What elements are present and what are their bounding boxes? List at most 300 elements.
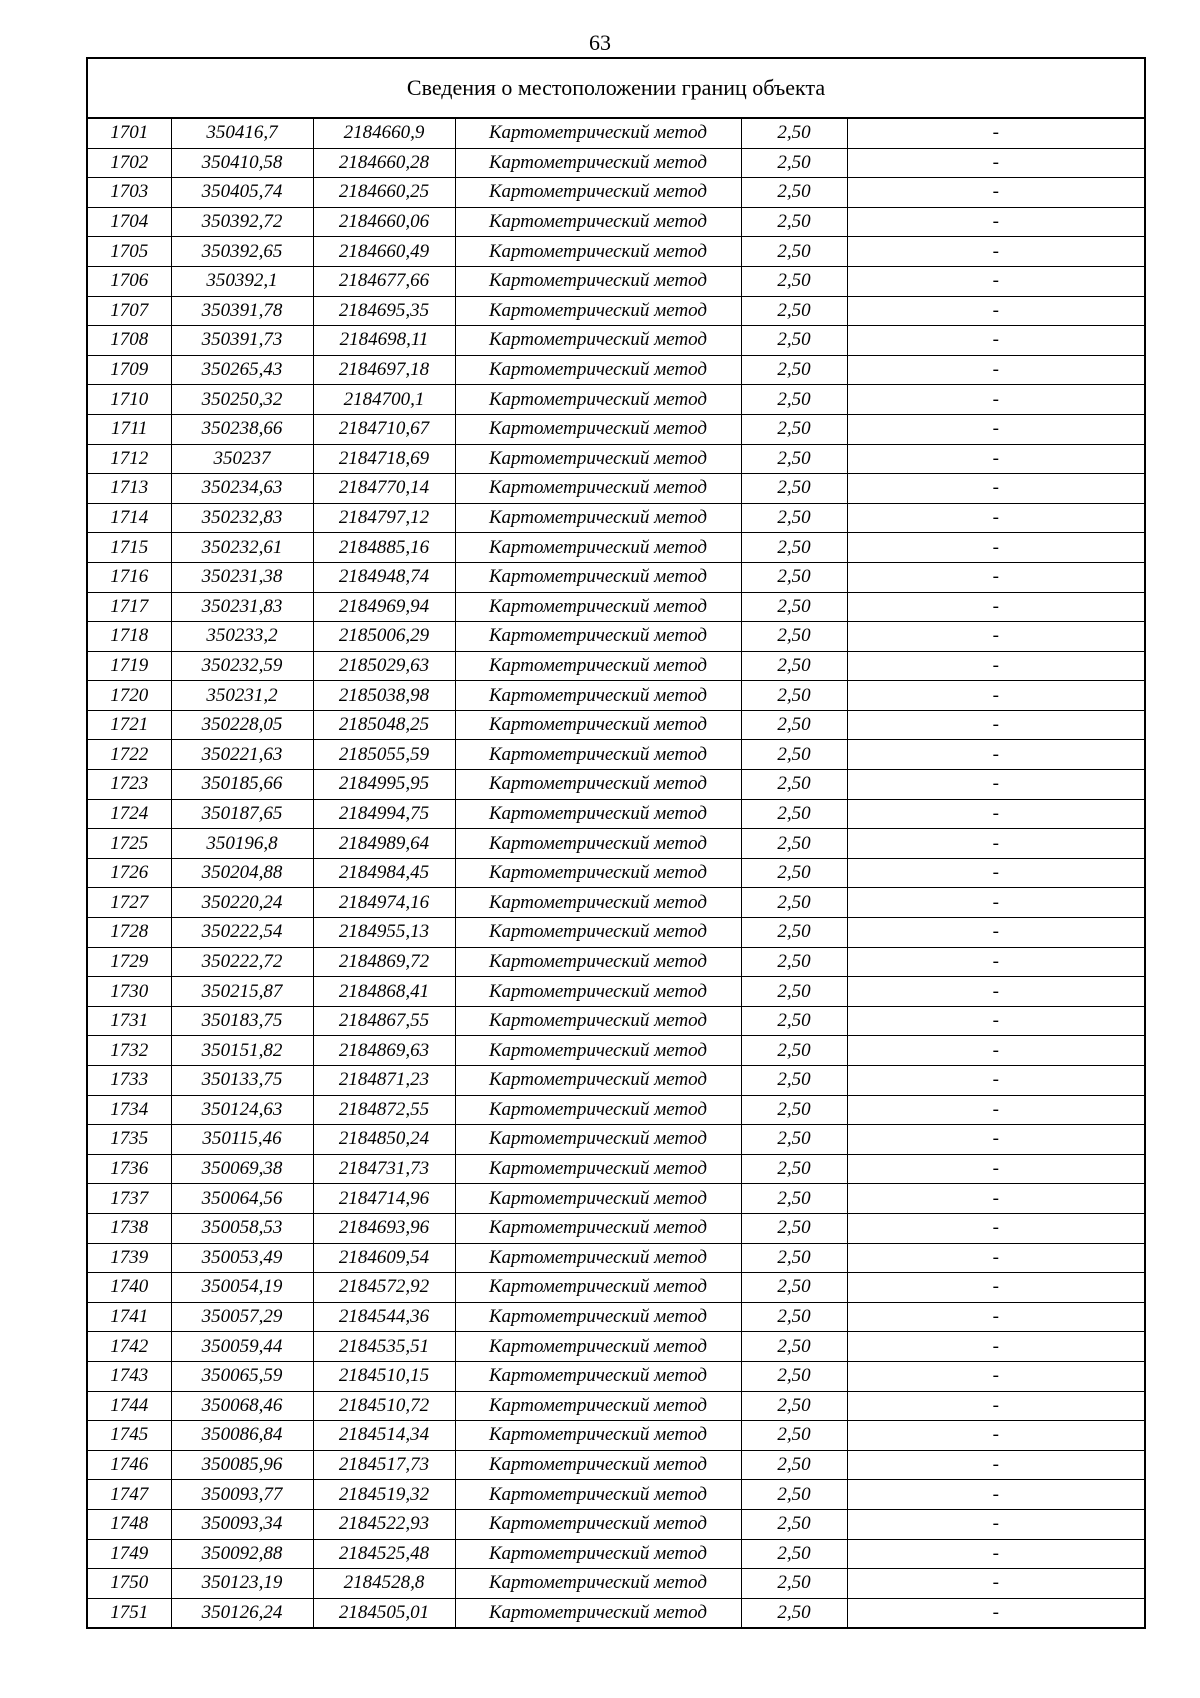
- method-cell: Картометрический метод: [455, 1302, 741, 1332]
- description-cell: -: [847, 1509, 1144, 1539]
- description-cell: -: [847, 1066, 1144, 1096]
- accuracy-cell: 2,50: [741, 1421, 847, 1451]
- method-cell: Картометрический метод: [455, 740, 741, 770]
- description-cell: -: [847, 799, 1144, 829]
- y-coordinate-cell: 2184731,73: [313, 1154, 455, 1184]
- description-cell: -: [847, 1480, 1144, 1510]
- point-number-cell: 1713: [88, 474, 171, 504]
- table-row: [88, 1509, 1144, 1539]
- y-coordinate-cell: 2184660,06: [313, 207, 455, 237]
- point-number-cell: 1714: [88, 503, 171, 533]
- method-cell: Картометрический метод: [455, 1598, 741, 1627]
- point-number-cell: 1702: [88, 148, 171, 178]
- x-coordinate-cell: 350183,75: [171, 1006, 313, 1036]
- point-number-cell: 1740: [88, 1273, 171, 1303]
- accuracy-cell: 2,50: [741, 444, 847, 474]
- x-coordinate-cell: 350222,72: [171, 947, 313, 977]
- y-coordinate-cell: 2184989,64: [313, 829, 455, 859]
- y-coordinate-cell: 2184695,35: [313, 296, 455, 326]
- y-coordinate-cell: 2184528,8: [313, 1569, 455, 1599]
- method-cell: Картометрический метод: [455, 888, 741, 918]
- method-cell: Картометрический метод: [455, 592, 741, 622]
- description-cell: -: [847, 296, 1144, 326]
- table-row: [88, 651, 1144, 681]
- point-number-cell: 1716: [88, 562, 171, 592]
- description-cell: -: [847, 326, 1144, 356]
- accuracy-cell: 2,50: [741, 918, 847, 948]
- y-coordinate-cell: 2184697,18: [313, 355, 455, 385]
- y-coordinate-cell: 2184510,15: [313, 1361, 455, 1391]
- description-cell: -: [847, 237, 1144, 267]
- method-cell: Картометрический метод: [455, 1243, 741, 1273]
- y-coordinate-cell: 2184660,9: [313, 119, 455, 148]
- method-cell: Картометрический метод: [455, 119, 741, 148]
- accuracy-cell: 2,50: [741, 355, 847, 385]
- y-coordinate-cell: 2184872,55: [313, 1095, 455, 1125]
- point-number-cell: 1745: [88, 1421, 171, 1451]
- accuracy-cell: 2,50: [741, 622, 847, 652]
- x-coordinate-cell: 350151,82: [171, 1036, 313, 1066]
- table-body: [88, 119, 1144, 1627]
- description-cell: -: [847, 592, 1144, 622]
- accuracy-cell: 2,50: [741, 1361, 847, 1391]
- method-cell: Картометрический метод: [455, 385, 741, 415]
- accuracy-cell: 2,50: [741, 207, 847, 237]
- table-row: [88, 1066, 1144, 1096]
- accuracy-cell: 2,50: [741, 1450, 847, 1480]
- x-coordinate-cell: 350092,88: [171, 1539, 313, 1569]
- method-cell: Картометрический метод: [455, 681, 741, 711]
- method-cell: Картометрический метод: [455, 1421, 741, 1451]
- method-cell: Картометрический метод: [455, 1154, 741, 1184]
- x-coordinate-cell: 350093,77: [171, 1480, 313, 1510]
- y-coordinate-cell: 2184522,93: [313, 1509, 455, 1539]
- point-number-cell: 1733: [88, 1066, 171, 1096]
- x-coordinate-cell: 350237: [171, 444, 313, 474]
- description-cell: -: [847, 1243, 1144, 1273]
- x-coordinate-cell: 350057,29: [171, 1302, 313, 1332]
- coordinates-table: [88, 119, 1144, 1627]
- table-row: [88, 119, 1144, 148]
- description-cell: -: [847, 1036, 1144, 1066]
- description-cell: -: [847, 1539, 1144, 1569]
- method-cell: Картометрический метод: [455, 237, 741, 267]
- accuracy-cell: 2,50: [741, 1243, 847, 1273]
- table-row: [88, 622, 1144, 652]
- x-coordinate-cell: 350086,84: [171, 1421, 313, 1451]
- table-row: [88, 385, 1144, 415]
- description-cell: -: [847, 119, 1144, 148]
- description-cell: -: [847, 414, 1144, 444]
- accuracy-cell: 2,50: [741, 1391, 847, 1421]
- description-cell: -: [847, 207, 1144, 237]
- method-cell: Картометрический метод: [455, 326, 741, 356]
- description-cell: -: [847, 1332, 1144, 1362]
- accuracy-cell: 2,50: [741, 148, 847, 178]
- description-cell: -: [847, 1006, 1144, 1036]
- accuracy-cell: 2,50: [741, 947, 847, 977]
- x-coordinate-cell: 350123,19: [171, 1569, 313, 1599]
- method-cell: Картометрический метод: [455, 918, 741, 948]
- point-number-cell: 1747: [88, 1480, 171, 1510]
- accuracy-cell: 2,50: [741, 1569, 847, 1599]
- table-row: [88, 977, 1144, 1007]
- y-coordinate-cell: 2184984,45: [313, 858, 455, 888]
- y-coordinate-cell: 2184677,66: [313, 266, 455, 296]
- table-row: [88, 1036, 1144, 1066]
- point-number-cell: 1746: [88, 1450, 171, 1480]
- x-coordinate-cell: 350231,38: [171, 562, 313, 592]
- table-row: [88, 1095, 1144, 1125]
- method-cell: Картометрический метод: [455, 858, 741, 888]
- accuracy-cell: 2,50: [741, 1095, 847, 1125]
- accuracy-cell: 2,50: [741, 681, 847, 711]
- description-cell: -: [847, 1598, 1144, 1627]
- description-cell: -: [847, 533, 1144, 563]
- table-row: [88, 770, 1144, 800]
- point-number-cell: 1744: [88, 1391, 171, 1421]
- table-row: [88, 1243, 1144, 1273]
- point-number-cell: 1731: [88, 1006, 171, 1036]
- y-coordinate-cell: 2184510,72: [313, 1391, 455, 1421]
- point-number-cell: 1743: [88, 1361, 171, 1391]
- y-coordinate-cell: 2185038,98: [313, 681, 455, 711]
- y-coordinate-cell: 2184517,73: [313, 1450, 455, 1480]
- point-number-cell: 1724: [88, 799, 171, 829]
- accuracy-cell: 2,50: [741, 562, 847, 592]
- accuracy-cell: 2,50: [741, 799, 847, 829]
- method-cell: Картометрический метод: [455, 178, 741, 208]
- description-cell: -: [847, 1184, 1144, 1214]
- table-row: [88, 858, 1144, 888]
- x-coordinate-cell: 350065,59: [171, 1361, 313, 1391]
- method-cell: Картометрический метод: [455, 207, 741, 237]
- y-coordinate-cell: 2184660,49: [313, 237, 455, 267]
- x-coordinate-cell: 350232,83: [171, 503, 313, 533]
- x-coordinate-cell: 350187,65: [171, 799, 313, 829]
- table-row: [88, 1569, 1144, 1599]
- accuracy-cell: 2,50: [741, 326, 847, 356]
- description-cell: -: [847, 1391, 1144, 1421]
- y-coordinate-cell: 2185006,29: [313, 622, 455, 652]
- method-cell: Картометрический метод: [455, 503, 741, 533]
- point-number-cell: 1705: [88, 237, 171, 267]
- accuracy-cell: 2,50: [741, 651, 847, 681]
- table-row: [88, 237, 1144, 267]
- table-row: [88, 1154, 1144, 1184]
- x-coordinate-cell: 350234,63: [171, 474, 313, 504]
- point-number-cell: 1704: [88, 207, 171, 237]
- table-row: [88, 1450, 1144, 1480]
- table-row: [88, 918, 1144, 948]
- point-number-cell: 1719: [88, 651, 171, 681]
- x-coordinate-cell: 350059,44: [171, 1332, 313, 1362]
- y-coordinate-cell: 2184525,48: [313, 1539, 455, 1569]
- table-row: [88, 947, 1144, 977]
- x-coordinate-cell: 350124,63: [171, 1095, 313, 1125]
- point-number-cell: 1737: [88, 1184, 171, 1214]
- x-coordinate-cell: 350058,53: [171, 1213, 313, 1243]
- y-coordinate-cell: 2184869,72: [313, 947, 455, 977]
- description-cell: -: [847, 1361, 1144, 1391]
- point-number-cell: 1723: [88, 770, 171, 800]
- accuracy-cell: 2,50: [741, 1509, 847, 1539]
- accuracy-cell: 2,50: [741, 474, 847, 504]
- description-cell: -: [847, 740, 1144, 770]
- table-row: [88, 503, 1144, 533]
- table-row: [88, 562, 1144, 592]
- description-cell: -: [847, 385, 1144, 415]
- y-coordinate-cell: 2184698,11: [313, 326, 455, 356]
- y-coordinate-cell: 2184519,32: [313, 1480, 455, 1510]
- y-coordinate-cell: 2184969,94: [313, 592, 455, 622]
- x-coordinate-cell: 350228,05: [171, 710, 313, 740]
- y-coordinate-cell: 2185029,63: [313, 651, 455, 681]
- point-number-cell: 1728: [88, 918, 171, 948]
- accuracy-cell: 2,50: [741, 1213, 847, 1243]
- accuracy-cell: 2,50: [741, 1480, 847, 1510]
- y-coordinate-cell: 2184572,92: [313, 1273, 455, 1303]
- y-coordinate-cell: 2184505,01: [313, 1598, 455, 1627]
- x-coordinate-cell: 350196,8: [171, 829, 313, 859]
- accuracy-cell: 2,50: [741, 1184, 847, 1214]
- description-cell: -: [847, 1302, 1144, 1332]
- method-cell: Картометрический метод: [455, 1332, 741, 1362]
- accuracy-cell: 2,50: [741, 503, 847, 533]
- y-coordinate-cell: 2184868,41: [313, 977, 455, 1007]
- point-number-cell: 1751: [88, 1598, 171, 1627]
- point-number-cell: 1712: [88, 444, 171, 474]
- y-coordinate-cell: 2184974,16: [313, 888, 455, 918]
- point-number-cell: 1750: [88, 1569, 171, 1599]
- y-coordinate-cell: 2184867,55: [313, 1006, 455, 1036]
- page-number: 63: [589, 30, 611, 55]
- accuracy-cell: 2,50: [741, 710, 847, 740]
- table-row: [88, 1213, 1144, 1243]
- method-cell: Картометрический метод: [455, 829, 741, 859]
- accuracy-cell: 2,50: [741, 1302, 847, 1332]
- table-row: [88, 1598, 1144, 1627]
- accuracy-cell: 2,50: [741, 858, 847, 888]
- point-number-cell: 1727: [88, 888, 171, 918]
- method-cell: Картометрический метод: [455, 1066, 741, 1096]
- x-coordinate-cell: 350232,59: [171, 651, 313, 681]
- point-number-cell: 1742: [88, 1332, 171, 1362]
- table-row: [88, 148, 1144, 178]
- method-cell: Картометрический метод: [455, 1184, 741, 1214]
- x-coordinate-cell: 350231,83: [171, 592, 313, 622]
- table-row: [88, 681, 1144, 711]
- x-coordinate-cell: 350215,87: [171, 977, 313, 1007]
- table-row: [88, 1421, 1144, 1451]
- y-coordinate-cell: 2184693,96: [313, 1213, 455, 1243]
- method-cell: Картометрический метод: [455, 622, 741, 652]
- table-row: [88, 888, 1144, 918]
- table-row: [88, 592, 1144, 622]
- description-cell: -: [847, 562, 1144, 592]
- table-row: [88, 1006, 1144, 1036]
- method-cell: Картометрический метод: [455, 1450, 741, 1480]
- method-cell: Картометрический метод: [455, 1391, 741, 1421]
- y-coordinate-cell: 2184700,1: [313, 385, 455, 415]
- point-number-cell: 1706: [88, 266, 171, 296]
- x-coordinate-cell: 350064,56: [171, 1184, 313, 1214]
- x-coordinate-cell: 350392,1: [171, 266, 313, 296]
- method-cell: Картометрический метод: [455, 414, 741, 444]
- method-cell: Картометрический метод: [455, 1125, 741, 1155]
- point-number-cell: 1711: [88, 414, 171, 444]
- description-cell: -: [847, 1421, 1144, 1451]
- method-cell: Картометрический метод: [455, 533, 741, 563]
- x-coordinate-cell: 350233,2: [171, 622, 313, 652]
- accuracy-cell: 2,50: [741, 414, 847, 444]
- point-number-cell: 1707: [88, 296, 171, 326]
- y-coordinate-cell: 2184710,67: [313, 414, 455, 444]
- x-coordinate-cell: 350410,58: [171, 148, 313, 178]
- accuracy-cell: 2,50: [741, 1273, 847, 1303]
- table-row: [88, 178, 1144, 208]
- method-cell: Картометрический метод: [455, 1539, 741, 1569]
- method-cell: Картометрический метод: [455, 296, 741, 326]
- description-cell: -: [847, 1213, 1144, 1243]
- y-coordinate-cell: 2184850,24: [313, 1125, 455, 1155]
- method-cell: Картометрический метод: [455, 1213, 741, 1243]
- point-number-cell: 1735: [88, 1125, 171, 1155]
- x-coordinate-cell: 350391,78: [171, 296, 313, 326]
- table-row: [88, 326, 1144, 356]
- table-row: [88, 1361, 1144, 1391]
- y-coordinate-cell: 2184535,51: [313, 1332, 455, 1362]
- table-row: [88, 474, 1144, 504]
- point-number-cell: 1717: [88, 592, 171, 622]
- table-row: [88, 1125, 1144, 1155]
- description-cell: -: [847, 1125, 1144, 1155]
- description-cell: -: [847, 858, 1144, 888]
- description-cell: -: [847, 829, 1144, 859]
- x-coordinate-cell: 350220,24: [171, 888, 313, 918]
- point-number-cell: 1721: [88, 710, 171, 740]
- table-row: [88, 1332, 1144, 1362]
- description-cell: -: [847, 148, 1144, 178]
- y-coordinate-cell: 2184514,34: [313, 1421, 455, 1451]
- method-cell: Картометрический метод: [455, 474, 741, 504]
- method-cell: Картометрический метод: [455, 710, 741, 740]
- method-cell: Картометрический метод: [455, 562, 741, 592]
- accuracy-cell: 2,50: [741, 1036, 847, 1066]
- point-number-cell: 1715: [88, 533, 171, 563]
- table-row: [88, 710, 1144, 740]
- method-cell: Картометрический метод: [455, 266, 741, 296]
- y-coordinate-cell: 2184948,74: [313, 562, 455, 592]
- point-number-cell: 1720: [88, 681, 171, 711]
- point-number-cell: 1722: [88, 740, 171, 770]
- x-coordinate-cell: 350126,24: [171, 1598, 313, 1627]
- description-cell: -: [847, 888, 1144, 918]
- point-number-cell: 1736: [88, 1154, 171, 1184]
- accuracy-cell: 2,50: [741, 592, 847, 622]
- x-coordinate-cell: 350392,65: [171, 237, 313, 267]
- point-number-cell: 1710: [88, 385, 171, 415]
- x-coordinate-cell: 350221,63: [171, 740, 313, 770]
- method-cell: Картометрический метод: [455, 799, 741, 829]
- y-coordinate-cell: 2184544,36: [313, 1302, 455, 1332]
- table-row: [88, 533, 1144, 563]
- description-cell: -: [847, 355, 1144, 385]
- y-coordinate-cell: 2184770,14: [313, 474, 455, 504]
- x-coordinate-cell: 350250,32: [171, 385, 313, 415]
- y-coordinate-cell: 2184871,23: [313, 1066, 455, 1096]
- x-coordinate-cell: 350392,72: [171, 207, 313, 237]
- x-coordinate-cell: 350185,66: [171, 770, 313, 800]
- x-coordinate-cell: 350405,74: [171, 178, 313, 208]
- x-coordinate-cell: 350053,49: [171, 1243, 313, 1273]
- y-coordinate-cell: 2184714,96: [313, 1184, 455, 1214]
- point-number-cell: 1709: [88, 355, 171, 385]
- description-cell: -: [847, 710, 1144, 740]
- description-cell: -: [847, 1095, 1144, 1125]
- method-cell: Картометрический метод: [455, 977, 741, 1007]
- table-row: [88, 740, 1144, 770]
- table-row: [88, 1302, 1144, 1332]
- description-cell: -: [847, 1450, 1144, 1480]
- accuracy-cell: 2,50: [741, 237, 847, 267]
- point-number-cell: 1725: [88, 829, 171, 859]
- point-number-cell: 1703: [88, 178, 171, 208]
- accuracy-cell: 2,50: [741, 740, 847, 770]
- x-coordinate-cell: 350265,43: [171, 355, 313, 385]
- accuracy-cell: 2,50: [741, 385, 847, 415]
- x-coordinate-cell: 350232,61: [171, 533, 313, 563]
- table-row: [88, 1391, 1144, 1421]
- table-row: [88, 1273, 1144, 1303]
- description-cell: -: [847, 622, 1144, 652]
- method-cell: Картометрический метод: [455, 651, 741, 681]
- x-coordinate-cell: 350391,73: [171, 326, 313, 356]
- description-cell: -: [847, 918, 1144, 948]
- x-coordinate-cell: 350054,19: [171, 1273, 313, 1303]
- x-coordinate-cell: 350231,2: [171, 681, 313, 711]
- point-number-cell: 1749: [88, 1539, 171, 1569]
- method-cell: Картометрический метод: [455, 1273, 741, 1303]
- x-coordinate-cell: 350085,96: [171, 1450, 313, 1480]
- accuracy-cell: 2,50: [741, 119, 847, 148]
- accuracy-cell: 2,50: [741, 1598, 847, 1627]
- table-row: [88, 207, 1144, 237]
- accuracy-cell: 2,50: [741, 977, 847, 1007]
- method-cell: Картометрический метод: [455, 947, 741, 977]
- x-coordinate-cell: 350093,34: [171, 1509, 313, 1539]
- table-title: Сведения о местоположении границ объекта: [88, 59, 1144, 119]
- accuracy-cell: 2,50: [741, 533, 847, 563]
- accuracy-cell: 2,50: [741, 1332, 847, 1362]
- method-cell: Картометрический метод: [455, 444, 741, 474]
- method-cell: Картометрический метод: [455, 1361, 741, 1391]
- accuracy-cell: 2,50: [741, 178, 847, 208]
- point-number-cell: 1701: [88, 119, 171, 148]
- description-cell: -: [847, 651, 1144, 681]
- description-cell: -: [847, 266, 1144, 296]
- y-coordinate-cell: 2184609,54: [313, 1243, 455, 1273]
- point-number-cell: 1729: [88, 947, 171, 977]
- description-cell: -: [847, 178, 1144, 208]
- table-row: [88, 296, 1144, 326]
- description-cell: -: [847, 947, 1144, 977]
- table-row: [88, 444, 1144, 474]
- table-row: [88, 799, 1144, 829]
- description-cell: -: [847, 503, 1144, 533]
- y-coordinate-cell: 2184660,25: [313, 178, 455, 208]
- x-coordinate-cell: 350204,88: [171, 858, 313, 888]
